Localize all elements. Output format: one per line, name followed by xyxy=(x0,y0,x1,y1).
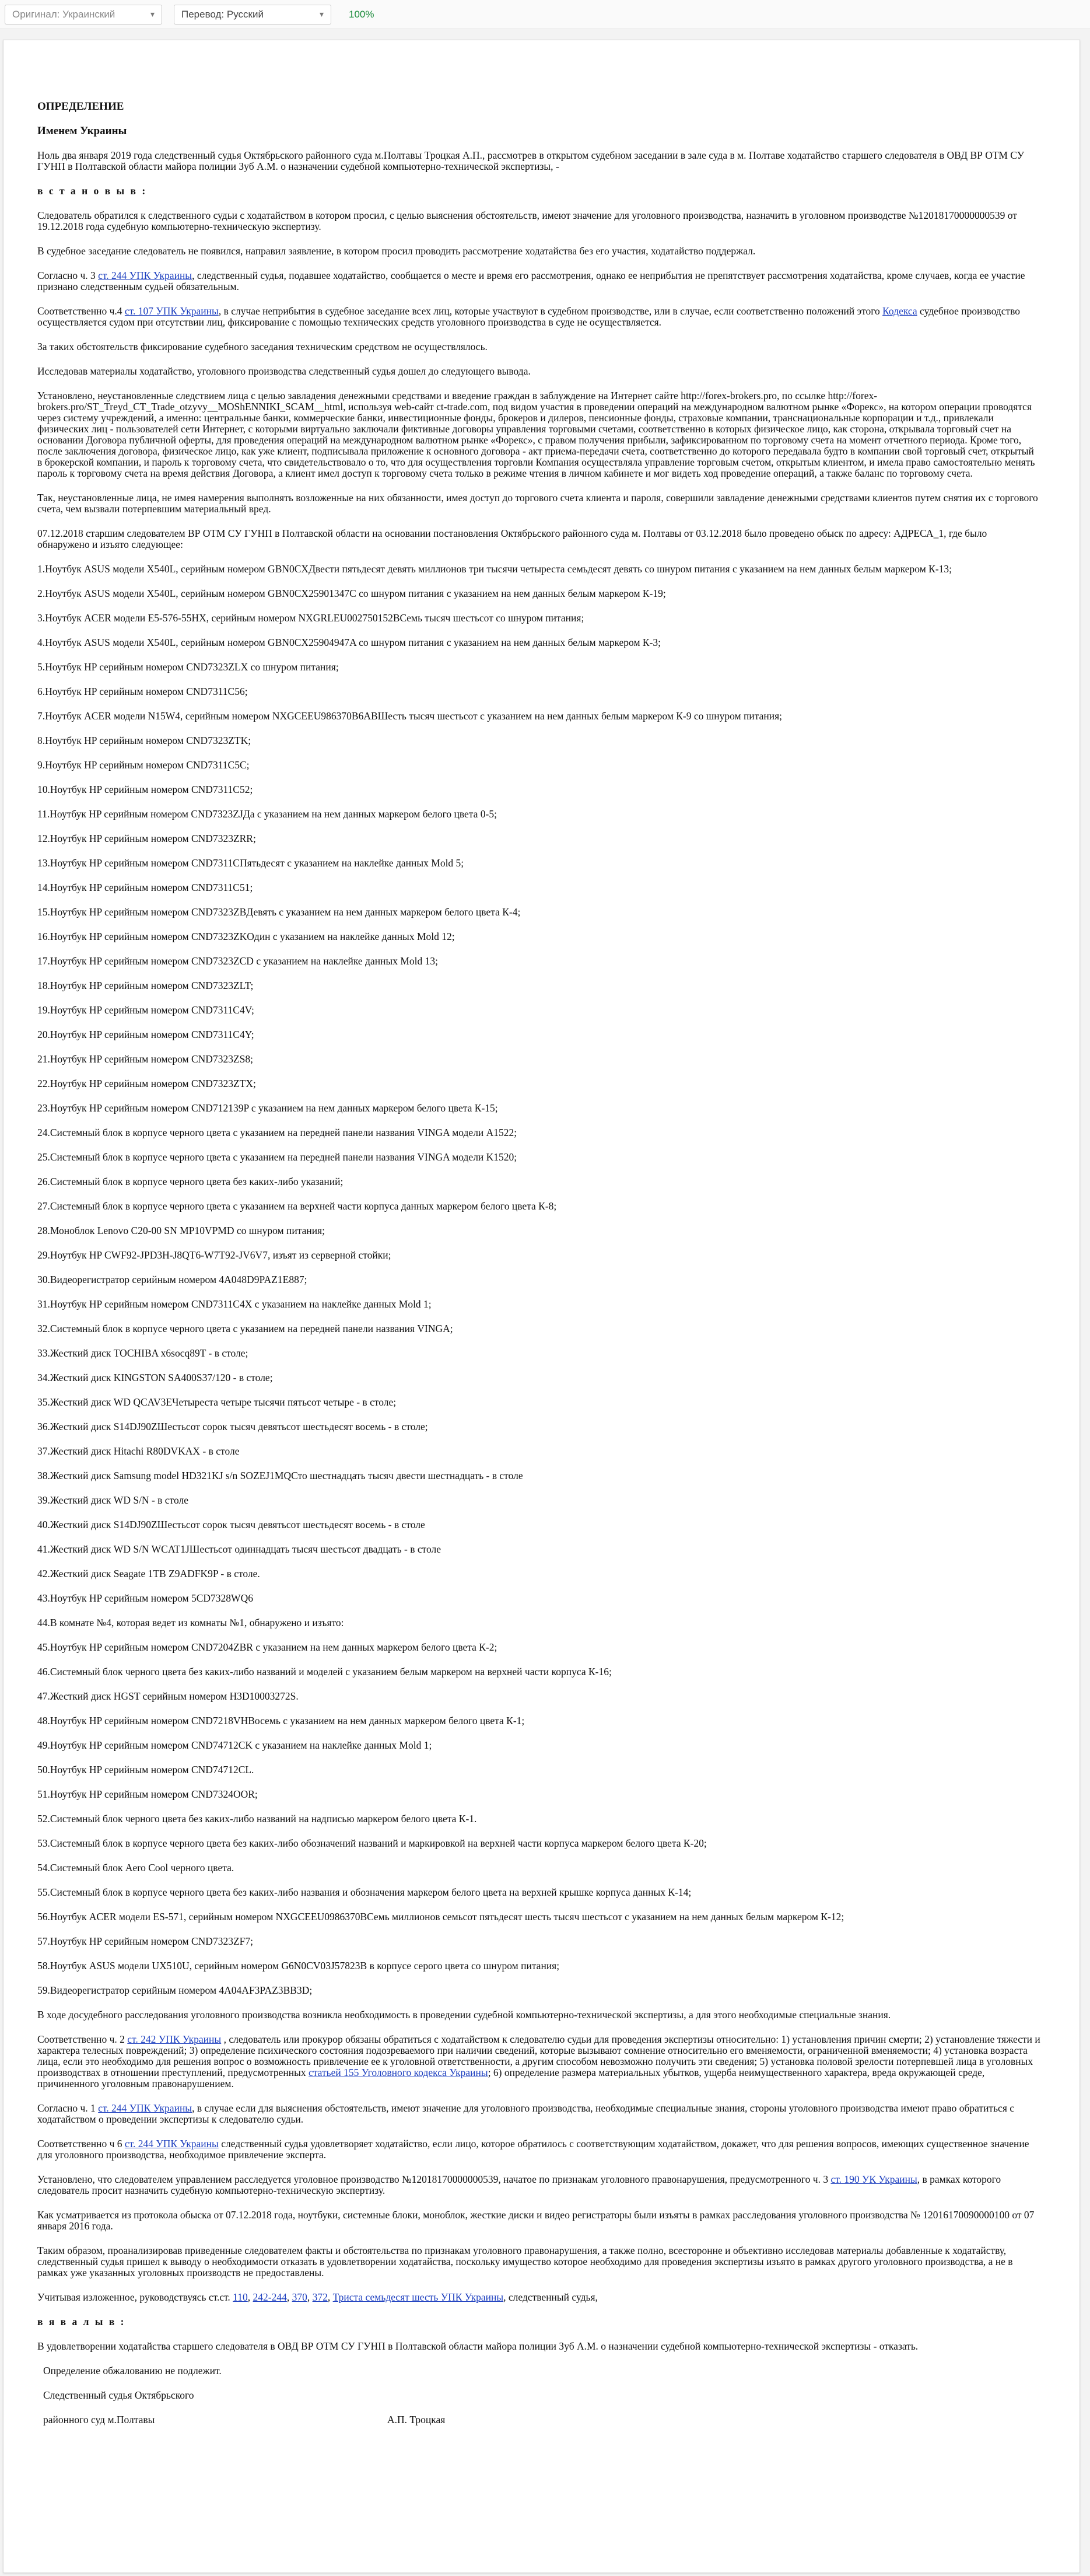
list-item: 56.Ноутбук ACER модели ES-571, серийным номером NXGCEEU0986370BCемь миллионов семьсот пятьдесят шесть тысяч шестьсот с указанием на нем данных белым маркером К-12; xyxy=(37,1911,844,1923)
paragraph-18: В удовлетворении ходатайства старшего следователя в ОВД ВР ОТМ СУ ГУНП в Полтавской области майора полиции Зуб А.М. о назначении судебной компьютерно-технической экспертизы - отказать. xyxy=(37,2340,919,2352)
court-name: районного суд м.Полтавы xyxy=(43,2414,155,2425)
list-item: 46.Системный блок черного цвета без каких-либо названий и моделей с указанием белым маркером на верхней части корпуса К-16; xyxy=(37,1666,612,1677)
list-item: 47.Жесткий диск HGST серийным номером H3D10003272S. xyxy=(37,1690,299,1702)
paragraph-7: Установлено, неустановленные следствием лица с целью завладения денежными средствами и введение граждан в заблуждение на Интернет сайте http://forex-brokers.pro, по ссылке http://forex-brokers.pro/ST_Treyd_CT_Trade_otzyvy__MOShENNIKI_SCAM__html, используя web-сайт ct-trade.com, под видом участия в проведении операций на международном валютном рынке «Форекс», на котором операции проводятся через систему учреждений, а именно: центральные банки, коммерческие банки, инвестиционные фонды, брокеров и дилеров, пенсионные фонды, страховые компании, транснациональные корпорации и т.д., привлекали физических лиц - пользователей сети Интернет, с которыми виртуально заключали фиктивные договоры управления торговыми счетами, соответственно в которых физическое лицо, как сторона, открывала торговый счет на основании Договора публичной оферты, для проведения операций на международном валютном рынке «Форекс», с правом получения прибыли, зафиксированном по торговому счета на момент отчетного периода. Кроме того, после заключения договора, физическое лицо, как уже клиент, подписывала приложение к основного договора - акт приема-передачи счета, соответственно до которого передавала будто в компании свой торговый счет, открытый в брокерской компании, и пароль к торговому счета, что свидетельствовало о то, что для осуществления торговли Компания осуществляла управление торговым счетом, открытым клиентом, и имела право самостоятельно менять пароль к торговому счета на время действия Договора, а клиент имел доступ к торговому счета только в режиме чтения в личном кабинете и мог видеть ход проведение операций, а также баланс по торговому счета. xyxy=(37,390,1035,479)
list-item: 15.Ноутбук HP серийным номером CND7323ZBДевять с указанием на нем данных маркером белого цвета К-4; xyxy=(37,906,521,918)
paragraph-9: 07.12.2018 старшим следователем ВР ОТМ СУ ГУНП в Полтавской области на основании постановления Октябрьского районного суда м. Полтавы от 03.12.2018 было проведено обыск по адресу: АДРЕСА_1, где было обнаружено и изъято следующее: xyxy=(37,527,987,550)
text: , xyxy=(286,2291,292,2303)
zoom-level[interactable]: 100% xyxy=(349,8,374,20)
list-item: 59.Видеорегистратор серийным номером 4A04AF3PAZ3BB3D; xyxy=(37,1984,313,1996)
paragraph-12 xyxy=(37,2103,1040,2125)
law-link[interactable]: статьей 155 Уголовного кодекса Украины xyxy=(309,2067,488,2078)
law-link[interactable]: ст. 244 УПК Украины xyxy=(124,2138,219,2149)
list-item: 26.Системный блок в корпусе черного цвета без каких-либо указаний; xyxy=(37,1176,344,1187)
list-item: 31.Ноутбук HP серийным номером CND7311C4X с указанием на наклейке данных Mold 1; xyxy=(37,1298,432,1310)
text: , следственный судья, xyxy=(503,2291,598,2303)
list-item: 34.Жесткий диск KINGSTON SA400S37/120 - в столе; xyxy=(37,1372,273,1383)
list-item: 48.Ноутбук HP серийным номером CND7218VHВосемь с указанием на нем данных маркером белого цвета К-1; xyxy=(37,1715,525,1726)
list-item: 51.Ноутбук HP серийным номером CND7324OOR; xyxy=(37,1788,258,1800)
paragraph-1: Следователь обратился к следственного судьи с ходатайством в котором просил, с целью выяснения обстоятельств, имеют значение для уголовного производства, назначить в уголовном производстве №12018170000000539 от 19.12.2018 года судебную компьютерно-техническую экспертизу. xyxy=(37,209,1017,232)
list-item: 8.Ноутбук HP серийным номером CND7323ZTK; xyxy=(37,735,251,746)
paragraph-3 xyxy=(37,270,1040,292)
list-item: 58.Ноутбук ASUS модели UX510U, серийным номером G6N0CV03J57823B в корпусе серого цвета со шнуром питания; xyxy=(37,1960,560,1972)
text: Установлено, что следователем управлением расследуется уголовное производство №12018170000000539, начатое по признакам уголовного правонарушения, предусмотренного ч. 3 xyxy=(37,2173,831,2185)
list-item: 39.Жесткий диск WD S/N - в столе xyxy=(37,1494,188,1506)
list-item: 21.Ноутбук HP серийным номером CND7323ZS8; xyxy=(37,1053,253,1065)
chevron-down-icon: ▾ xyxy=(150,9,155,19)
list-item: 40.Жесткий диск S14DJ90ZШестьсот сорок тысяч девятьсот шестьдесят восемь - в столе xyxy=(37,1519,425,1530)
list-item: 6.Ноутбук HP серийным номером CND7311C56; xyxy=(37,686,248,697)
text: , в случае если для выяснения обстоятельств, имеют значение для уголовного производства, необходимые специальные знания, стороны уголовного производства имеют право обратиться с ходатайством о проведении экспертизы к следователю судьи. xyxy=(37,2102,1015,2125)
list-item: 23.Ноутбук HP серийным номером CND712139P с указанием на нем данных маркером белого цвета К-15; xyxy=(37,1102,498,1114)
paragraph-15: Как усматривается из протокола обыска от 07.12.2018 года, ноутбуки, системные блоки, моноблок, жесткие диски и видео регистраторы были изъяты в рамках расследования уголовного производства № 12016170090000100 от 07 января 2016 года. xyxy=(37,2209,1035,2232)
law-link[interactable]: ст. 244 УПК Украины xyxy=(98,2102,192,2114)
law-link[interactable]: ст. 190 УК Украины xyxy=(830,2173,917,2185)
list-item: 22.Ноутбук HP серийным номером CND7323ZTX; xyxy=(37,1078,256,1089)
text: Согласно ч. 1 xyxy=(37,2102,99,2114)
list-item: 24.Системный блок в корпусе черного цвета с указанием на передней панели названия VINGA модели A1522; xyxy=(37,1127,517,1138)
list-item: 1.Ноутбук ASUS модели X540L, серийным номером GBN0CXДвести пятьдесят девять миллионов три тысячи четыреста семьдесят девять со шнуром питания с указанием на нем данных белым маркером К-13; xyxy=(37,563,952,575)
translation-toolbar xyxy=(0,0,1090,29)
law-link[interactable]: 370 xyxy=(292,2291,307,2303)
text: , xyxy=(247,2291,253,2303)
paragraph-19: Определение обжалованию не подлежит. xyxy=(43,2365,222,2376)
text: Соответственно ч.4 xyxy=(37,305,125,317)
list-item: 25.Системный блок в корпусе черного цвета с указанием на передней панели названия VINGA модели K1520; xyxy=(37,1151,517,1163)
text: , следователь или прокурор обязаны обратиться с ходатайством к следователю судьи для проведения экспертизы относительно: 1) установления причин смерти; 2) установление тяжести и характера телесных повреждений; 3) определение психического состояния подозреваемого при наличии сведений, которые вызывают сомнение относительно его вменяемости, ограниченной вменяемости; 4) установка возраста лица, если это необходимо для решения вопрос о возможность привлечение ее к уголовной ответственности, а другим способом невозможно получить эти сведения; 5) установка половой зрелости потерпевшей лица в уголовных производствах в отношении преступлений, предусмотренных xyxy=(37,2033,1040,2078)
list-item: 7.Ноутбук ACER модели N15W4, серийным номером NXGCEEU986370B6ABШесть тысяч шестьсот с указанием на нем данных белым маркером К-9 со шнуром питания; xyxy=(37,710,782,722)
intro-paragraph: Ноль два января 2019 года следственный судья Октябрьского районного суда м.Полтавы Троцкая А.П., рассмотрев в открытом судебном заседании в зале суда в м. Полтаве ходатайство старшего следователя в ОВД ВР ОТМ СУ ГУНП в Полтавской области майора полиции Зуб А.М. о назначении судебной компьютерно-технической экспертизы, - xyxy=(37,149,1025,172)
list-item: 10.Ноутбук HP серийным номером CND7311C52; xyxy=(37,784,253,795)
translation-language-select[interactable] xyxy=(174,5,331,25)
list-item: 12.Ноутбук HP серийным номером CND7323ZRR; xyxy=(37,833,256,844)
list-item: 27.Системный блок в корпусе черного цвета с указанием на верхней части корпуса данных маркером белого цвета К-8; xyxy=(37,1200,557,1212)
paragraph-16: Таким образом, проанализировав приведенные следователем факты и обстоятельства по признакам уголовного правонарушения, а также полно, всесторонне и объективно исследовав материалы добавленные к ходатайству, следственный судья пришел к выводу о необходимости отказать в удовлетворении ходатайства, поскольку имущество которое необходимо для проведения экспертизы изъято в рамках другого уголовного производства, а не в рамках уже указанных уголовных производств не предоставлены. xyxy=(37,2245,1013,2278)
list-item: 9.Ноутбук HP серийным номером CND7311C5C; xyxy=(37,759,250,771)
text: Соответственно ч 6 xyxy=(37,2138,125,2149)
signature-line-1: Следственный судья Октябрьского xyxy=(43,2389,194,2401)
law-link[interactable]: ст. 244 УПК Украины xyxy=(98,270,192,281)
list-item: 55.Системный блок в корпусе черного цвета без каких-либо названия и обозначения маркером белого цвета на верхней крышке корпуса данных К-14; xyxy=(37,1886,692,1898)
list-item: 50.Ноутбук HP серийным номером CND74712CL. xyxy=(37,1764,254,1775)
paragraph-5: За таких обстоятельств фиксирование судебного заседания техническим средством не осуществлялось. xyxy=(37,341,488,352)
document-subtitle: Именем Украины xyxy=(37,125,127,137)
paragraph-6: Исследовав материалы ходатайство, уголовного производства следственный судья дошел до следующего вывода. xyxy=(37,365,531,377)
text: Учитывая изложенное, руководствуясь ст.ст. xyxy=(37,2291,233,2303)
list-item: 16.Ноутбук HP серийным номером CND7323ZKOдин с указанием на наклейке данных Mold 12; xyxy=(37,931,455,942)
chevron-down-icon: ▾ xyxy=(319,9,324,19)
text: , xyxy=(307,2291,313,2303)
text: , следственный судья, подавшее ходатайство, сообщается о месте и время его рассмотрения, однако ее неприбытия не препятствует рассмотрения ходатайства, кроме случаев, когда ее участие признано следственным судьей обязательным. xyxy=(37,270,1025,292)
signature-line-2 xyxy=(37,2414,1040,2425)
list-item: 20.Ноутбук HP серийным номером CND7311C4Y; xyxy=(37,1029,254,1040)
text: Согласно ч. 3 xyxy=(37,270,99,281)
list-item: 52.Системный блок черного цвета без каких-либо названий на надписью маркером белого цвета К-1. xyxy=(37,1813,477,1824)
paragraph-13 xyxy=(37,2138,1040,2161)
law-link[interactable]: Триста семьдесят шесть УПК Украины xyxy=(332,2291,504,2303)
paragraph-14 xyxy=(37,2174,1040,2196)
list-item: 32.Системный блок в корпусе черного цвета с указанием на передней панели названия VINGA; xyxy=(37,1323,453,1334)
translation-language-label: Перевод: Русский xyxy=(181,8,264,20)
paragraph-10: В ходе досудебного расследования уголовного производства возникла необходимость в проведении судебной компьютерно-технической экспертизы, а для этого необходимые специальные знания. xyxy=(37,2009,891,2021)
decided-heading: в я в а л ы в : xyxy=(37,2316,126,2327)
list-item: 35.Жесткий диск WD QCAV3EЧетыреста четыре тысячи пятьсот четыре - в столе; xyxy=(37,1396,397,1408)
law-link[interactable]: 372 xyxy=(312,2291,328,2303)
law-link[interactable]: ст. 242 УПК Украины xyxy=(127,2033,222,2045)
text: ; 6) определение размера материальных убытков, ущерба неимущественного характера, вреда окружающей среде, причиненного уголовным правонарушением. xyxy=(37,2067,985,2089)
list-item: 37.Жесткий диск Hitachi R80DVKAX - в столе xyxy=(37,1445,240,1457)
original-language-select[interactable] xyxy=(5,5,162,25)
list-item: 11.Ноутбук HP серийным номером CND7323ZJДа с указанием на нем данных маркером белого цвета 0-5; xyxy=(37,808,497,820)
law-link[interactable]: 110 xyxy=(233,2291,248,2303)
list-item: 18.Ноутбук HP серийным номером CND7323ZLT; xyxy=(37,980,254,991)
list-item: 33.Жесткий диск TOCHIBA x6socq89T - в столе; xyxy=(37,1347,248,1359)
list-item: 36.Жесткий диск S14DJ90ZШестьсот сорок тысяч девятьсот шестьдесят восемь - в столе; xyxy=(37,1421,428,1432)
paragraph-11 xyxy=(37,2034,1040,2089)
judge-name: А.П. Троцкая xyxy=(387,2414,446,2425)
list-item: 41.Жесткий диск WD S/N WCAT1JШестьсот одиннадцать тысяч шестьсот двадцать - в столе xyxy=(37,1543,441,1555)
list-item: 49.Ноутбук HP серийным номером CND74712CK с указанием на наклейке данных Mold 1; xyxy=(37,1739,432,1751)
list-item: 13.Ноутбук HP серийным номером CND7311CПятьдесят с указанием на наклейке данных Mold 5; xyxy=(37,857,464,869)
law-link[interactable]: Кодекса xyxy=(882,305,917,317)
list-item: 54.Системный блок Aero Cool черного цвета. xyxy=(37,1862,234,1874)
document-content xyxy=(37,101,1040,2425)
list-item: 43.Ноутбук HP серийным номером 5CD7328WQ6 xyxy=(37,1592,253,1604)
list-item: 38.Жесткий диск Samsung model HD321KJ s/n SOZEJ1MQСто шестнадцать тысяч двести шестнадцать - в столе xyxy=(37,1470,523,1481)
list-item: 29.Ноутбук HP CWF92-JPD3H-J8QT6-W7T92-JV6V7, изъят из серверной стойки; xyxy=(37,1249,391,1261)
list-item: 44.В комнате №4, которая ведет из комнаты №1, обнаружено и изъято: xyxy=(37,1617,344,1628)
text: , в рамках которого следователь просит назначить судебную компьютерно-техническую экспертизу. xyxy=(37,2173,1001,2196)
list-item: 3.Ноутбук ACER модели E5-576-55HX, серийным номером NXGRLEU002750152BCемь тысяч шестьсот со шнуром питания; xyxy=(37,612,584,624)
text: Соответственно ч. 2 xyxy=(37,2033,128,2045)
list-item: 45.Ноутбук HP серийным номером CND7204ZBR с указанием на нем данных маркером белого цвета К-2; xyxy=(37,1641,497,1653)
list-item: 19.Ноутбук HP серийным номером CND7311C4V; xyxy=(37,1004,254,1016)
list-item: 42.Жесткий диск Seagate 1TB Z9ADFK9P - в столе. xyxy=(37,1568,260,1579)
text: , xyxy=(327,2291,333,2303)
paragraph-17 xyxy=(37,2292,1040,2303)
text: , в случае неприбытия в судебное заседание всех лиц, которые участвуют в судебном производстве, или в случае, если соответственно положений этого xyxy=(218,305,883,317)
list-item: 2.Ноутбук ASUS модели X540L, серийным номером GBN0CX25901347C со шнуром питания с указанием на нем данных белым маркером К-19; xyxy=(37,588,666,599)
list-item: 28.Моноблок Lenovo C20-00 SN MP10VPMD со шнуром питания; xyxy=(37,1225,325,1236)
law-link[interactable]: 242-244 xyxy=(253,2291,287,2303)
law-link[interactable]: ст. 107 УПК Украины xyxy=(124,305,219,317)
list-item: 5.Ноутбук HP серийным номером CND7323ZLX со шнуром питания; xyxy=(37,661,339,673)
text: судебное производство осуществляется судом при отсутствии лиц, фиксирование с помощью технических средств уголовного производства в суде не осуществляется. xyxy=(37,305,1021,328)
list-item: 17.Ноутбук HP серийным номером CND7323ZCD с указанием на наклейке данных Mold 13; xyxy=(37,955,439,967)
list-item: 53.Системный блок в корпусе черного цвета без каких-либо обозначений названий и маркировкой на верхней части корпуса маркером белого цвета К-20; xyxy=(37,1837,707,1849)
list-item: 14.Ноутбук HP серийным номером CND7311C51; xyxy=(37,882,253,893)
document-title: ОПРЕДЕЛЕНИЕ xyxy=(37,100,124,113)
list-item: 57.Ноутбук HP серийным номером CND7323ZF7; xyxy=(37,1935,253,1947)
paragraph-8: Так, неустановленные лица, не имея намерения выполнять возложенные на них обязанности, имея доступ до торгового счета клиента и пароля, совершили завладение денежными средствами клиентов путем снятия их с торгового счета, чем вызвали потерпевшим материальный вред. xyxy=(37,492,1038,515)
text: следственный судья удовлетворяет ходатайство, если лицо, которое обратилось с соответствующим ходатайством, докажет, что для решения вопросов, имеющих существенное значение для уголовного производства, необходимое привлечение эксперта. xyxy=(37,2138,1029,2161)
seized-items-list xyxy=(37,564,1040,1996)
paragraph-4 xyxy=(37,306,1040,328)
document-page xyxy=(3,40,1080,2573)
paragraph-2: В судебное заседание следователь не появился, направил заявление, в котором просил проводить рассмотрение ходатайства без его участия, ходатайство поддержал. xyxy=(37,245,756,257)
original-language-label: Оригинал: Украинский xyxy=(12,8,115,20)
established-heading: в с т а н о в ы в : xyxy=(37,185,148,197)
list-item: 4.Ноутбук ASUS модели X540L, серийным номером GBN0CX25904947A со шнуром питания с указанием на нем данных белым маркером К-3; xyxy=(37,637,661,648)
list-item: 30.Видеорегистратор серийным номером 4A048D9PAZ1E887; xyxy=(37,1274,307,1285)
